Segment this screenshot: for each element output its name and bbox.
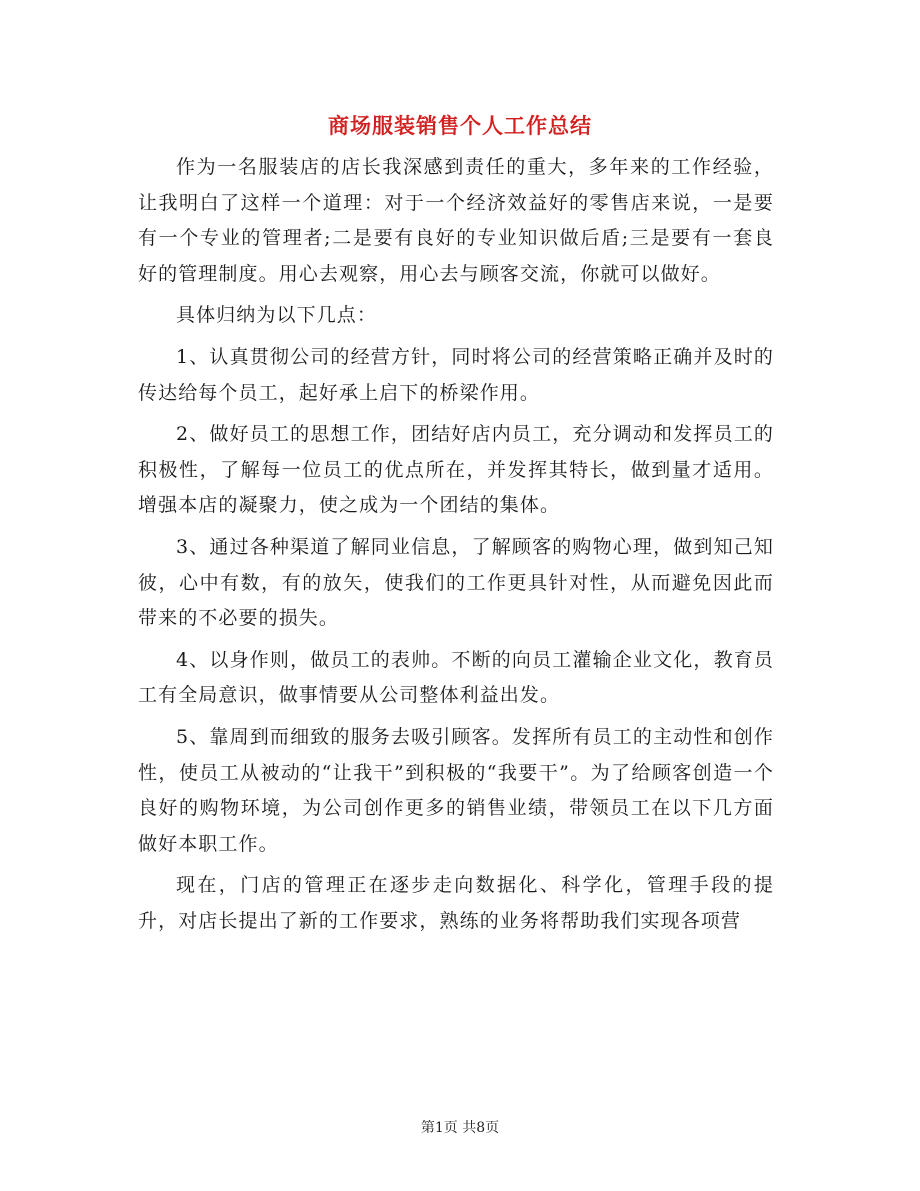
paragraph-point-2: 2、做好员工的思想工作，团结好店内员工，充分调动和发挥员工的积极性，了解每一位员工的优点所在，并发挥其特长，做到量才适用。增强本店的凝聚力，使之成为一个团结的集体。 — [138, 423, 774, 517]
page-number-footer: 第1页 共8页 — [420, 1120, 500, 1136]
paragraph-point-5: 5、靠周到而细致的服务去吸引顾客。发挥所有员工的主动性和创作性，使员工从被动的“让我干”到积极的“我要干”。为了给顾客创造一个良好的购物环境，为公司创作更多的销售业绩，带领员工在以下几方面做好本职工作。 — [138, 725, 774, 855]
paragraph-point-1: 1、认真贯彻公司的经营方针，同时将公司的经营策略正确并及时的传达给每个员工，起好承上启下的桥梁作用。 — [138, 345, 774, 404]
paragraph-summary-lead: 具体归纳为以下几点： — [176, 304, 378, 327]
document-title: 商场服装销售个人工作总结 — [328, 113, 592, 138]
paragraph-point-3: 3、通过各种渠道了解同业信息，了解顾客的购物心理，做到知己知彼，心中有数，有的放矢，使我们的工作更具针对性，从而避免因此而带来的不必要的损失。 — [138, 535, 774, 630]
paragraph-intro: 作为一名服装店的店长我深感到责任的重大，多年来的工作经验，让我明白了这样一个道理：对于一个经济效益好的零售店来说，一是要有一个专业的管理者;二是要有良好的专业知识做后盾;三是要有一套良好的管理制度。用心去观察，用心去与顾客交流，你就可以做好。 — [138, 156, 774, 285]
document-body — [138, 150, 774, 945]
paragraph-current: 现在，门店的管理正在逐步走向数据化、科学化，管理手段的提升，对店长提出了新的工作要求，熟练的业务将帮助我们实现各项营 — [138, 874, 774, 932]
paragraph-point-4: 4、以身作则，做员工的表帅。不断的向员工灌输企业文化，教育员工有全局意识，做事情要从公司整体利益出发。 — [138, 648, 774, 707]
